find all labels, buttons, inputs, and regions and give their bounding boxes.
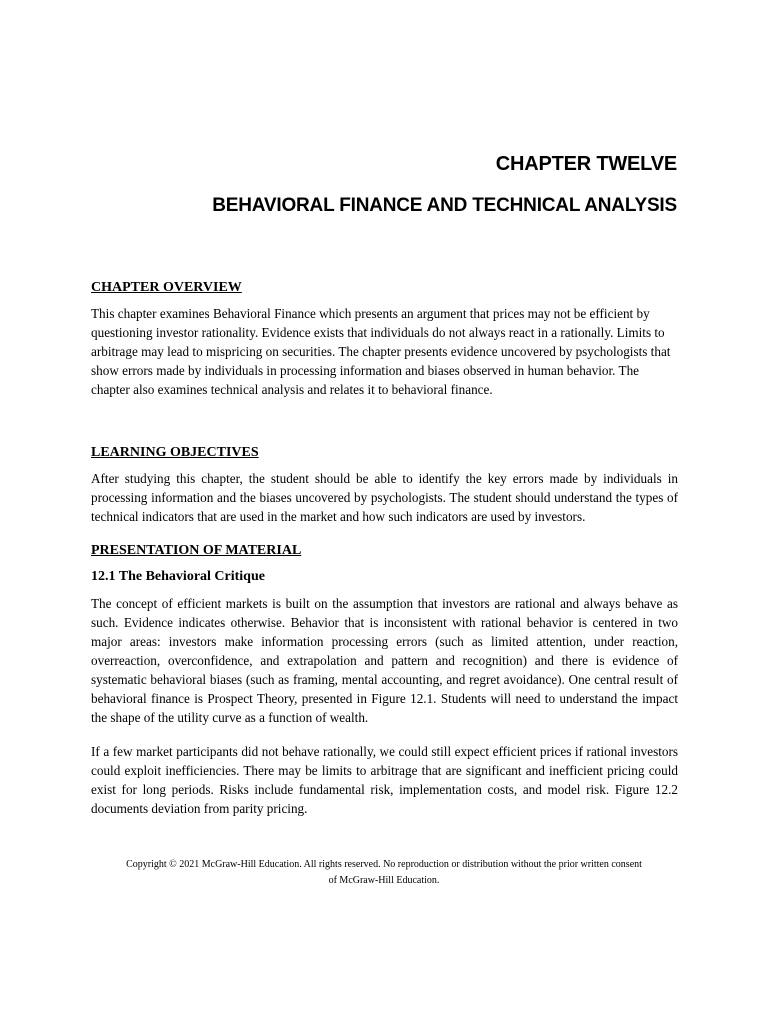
- section-paragraph-1: The concept of efficient markets is built on the assumption that investors are rational and always behave as such. Evidence indicates otherwise. Behavior that is inconsistent with rational behavior is centered in two major areas: investors make information processing errors (such as limited attention, under reaction, overreaction, overconfidence, and extrapolation and pattern and recognition) and there is evidence of systematic behavioral biases (such as framing, mental accounting, and regret avoidance). One central result of behavioral finance is Prospect Theory, presented in Figure 12.1. Students will need to understand the impact the shape of the utility curve as a function of wealth.: [91, 596, 678, 725]
- section-paragraph-2: If a few market participants did not behave rationally, we could still expect efficient prices if rational investors could exploit inefficiencies. There may be limits to arbitrage that are significant and inefficient pricing could exist for long periods. Risks include fundamental risk, implementation costs, and model risk. Figure 12.2 documents deviation from parity pricing.: [91, 744, 678, 816]
- chapter-title: CHAPTER TWELVE: [495, 153, 677, 175]
- objectives-paragraph: After studying this chapter, the student should be able to identify the key errors made by individuals in processing information and the biases uncovered by psychologists. The student should understand the types of technical indicators that are used in the market and how such indicators are used by investors.: [91, 471, 678, 524]
- copyright-line-2: of McGraw-Hill Education.: [328, 875, 440, 886]
- copyright-line-1: Copyright © 2021 McGraw-Hill Education. All rights reserved. No reproduction or distribution without the prior written consent: [126, 859, 642, 870]
- chapter-subtitle: BEHAVIORAL FINANCE AND TECHNICAL ANALYSIS: [212, 195, 677, 216]
- presentation-heading: PRESENTATION OF MATERIAL: [91, 543, 302, 558]
- copyright-footer: [84, 857, 684, 889]
- overview-heading: CHAPTER OVERVIEW: [91, 280, 242, 295]
- objectives-heading: LEARNING OBJECTIVES: [91, 445, 259, 460]
- overview-paragraph: This chapter examines Behavioral Finance which presents an argument that prices may not be efficient by questioning investor rationality. Evidence exists that individuals do not always react in a rationally. Limits to arbitrage may lead to mispricing on securities. The chapter presents evidence uncovered by psychologists that show errors made by individuals in processing information and biases observed in human behavior. The chapter also examines technical analysis and relates it to behavioral finance.: [91, 306, 671, 397]
- section-title: 12.1 The Behavioral Critique: [91, 569, 265, 584]
